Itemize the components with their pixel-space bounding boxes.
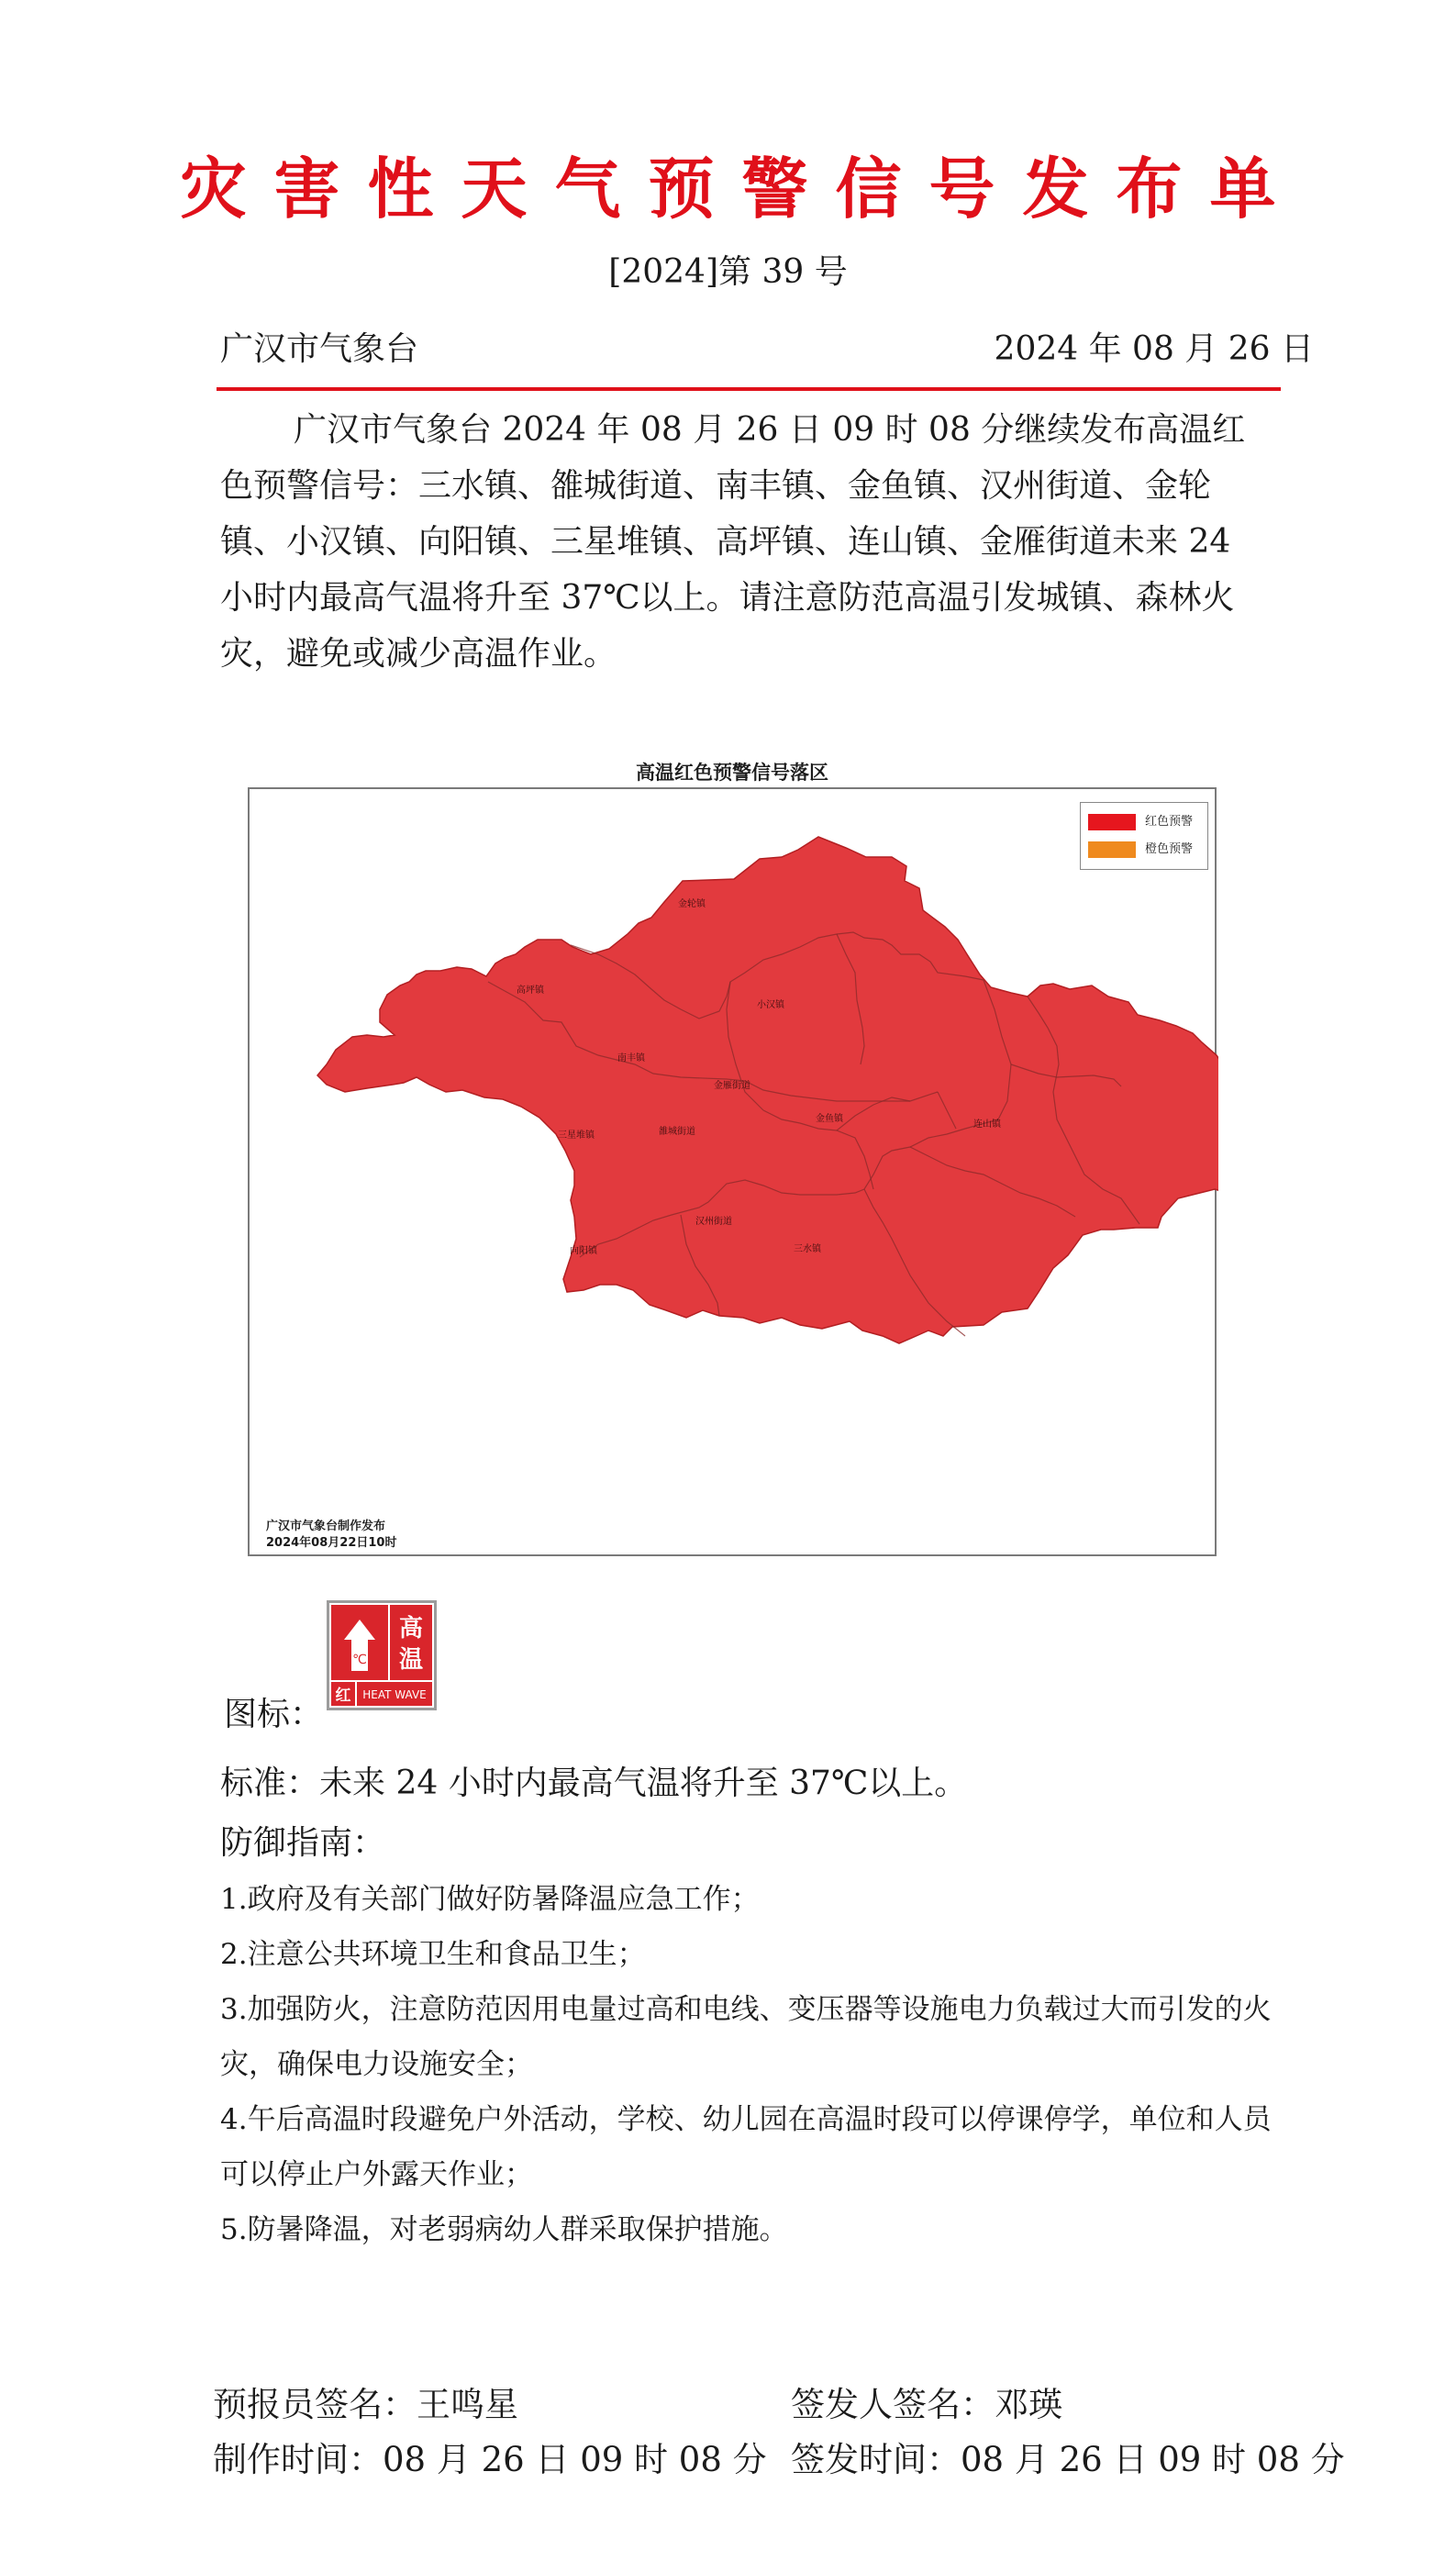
guide-item: 1.政府及有关部门做好防暑降温应急工作； [220,1883,760,1916]
town-label: 雒城街道 [659,1127,695,1137]
region-outline [317,837,1218,1343]
icon-text-high: 高 [398,1615,424,1642]
document-number: [2024]第 39 号 [608,253,848,291]
guide-item: 2.注意公共环境卫生和食品卫生； [220,1938,646,1971]
red-divider [217,387,1281,391]
icon-text-en: HEAT WAVE [362,1688,427,1701]
town-label: 南丰镇 [617,1053,645,1063]
town-label: 金鱼镇 [816,1114,843,1124]
town-label: 向阳镇 [570,1246,597,1256]
legend-swatch-orange [1088,841,1136,858]
town-label: 小汉镇 [757,1000,784,1010]
town-label: 高坪镇 [517,985,544,996]
guide-item: 5.防暑降温，对老弱病幼人群采取保护措施。 [220,2213,788,2246]
map-legend [1080,802,1208,870]
guide-item: 3.加强防火，注意防范因用电量过高和电线、变压器等设施电力负载过大而引发的火灾，确保电力设施安全； [220,1993,1272,2081]
issuer: 广汉市气象台 [220,330,419,368]
icon-text-temp: 温 [398,1646,424,1674]
icon-label: 图标： [224,1696,324,1733]
heat-wave-red-icon-graphic [329,1603,434,1708]
issue-date: 2024 年 08 月 26 日 [994,330,1314,368]
legend-label: 橙色预警 [1145,842,1194,856]
map-credit: 广汉市气象台制作发布 [266,1520,386,1533]
made-time: 制作时间：08 月 26 日 09 时 08 分 [213,2440,767,2479]
legend-swatch-red [1088,814,1136,830]
icon-text-level: 红 [335,1687,351,1705]
approver-signature: 签发人签名：邓瑛 [791,2385,1062,2424]
town-label: 汉州街道 [695,1217,732,1227]
town-label: 连山镇 [973,1119,1001,1130]
town-label: 三星堆镇 [558,1130,595,1141]
town-label: 三水镇 [794,1244,821,1254]
standard-line: 标准：未来 24 小时内最高气温将升至 37℃以上。 [220,1765,968,1802]
warning-paragraph: 广汉市气象台 2024 年 08 月 26 日 09 时 08 分继续发布高温红色预警信号：三水镇、雒城街道、南丰镇、金鱼镇、汉州街道、金轮镇、小汉镇、向阳镇、三星堆镇、高坪镇、连山镇、金雁街道未来 24 小时内最高气温将升至 37℃以上。请注意防范高温引发城镇、森林火灾，避免或减少高温作业。 [220,411,1246,673]
town-label: 金轮镇 [678,899,706,909]
forecaster-signature: 预报员签名：王鸣星 [213,2385,518,2424]
heat-wave-red-icon [327,1600,437,1710]
guide-title: 防御指南： [220,1824,386,1862]
town-label: 金雁街道 [714,1081,750,1091]
issue-time: 签发时间：08 月 26 日 09 时 08 分 [791,2440,1345,2479]
legend-label: 红色预警 [1145,815,1194,829]
map-caption: 高温红色预警信号落区 [636,762,828,784]
warning-area-map [248,787,1217,1556]
map-credit-time: 2024年08月22日10时 [266,1536,397,1550]
guide-item: 4.午后高温时段避免户外活动，学校、幼儿园在高温时段可以停课停学，单位和人员可以停止户外露天作业； [220,2103,1272,2191]
document-title: 灾害性天气预警信号发布单 [180,150,1304,228]
map-svg [250,789,1218,1558]
thermo-symbol: ℃ [352,1653,367,1667]
